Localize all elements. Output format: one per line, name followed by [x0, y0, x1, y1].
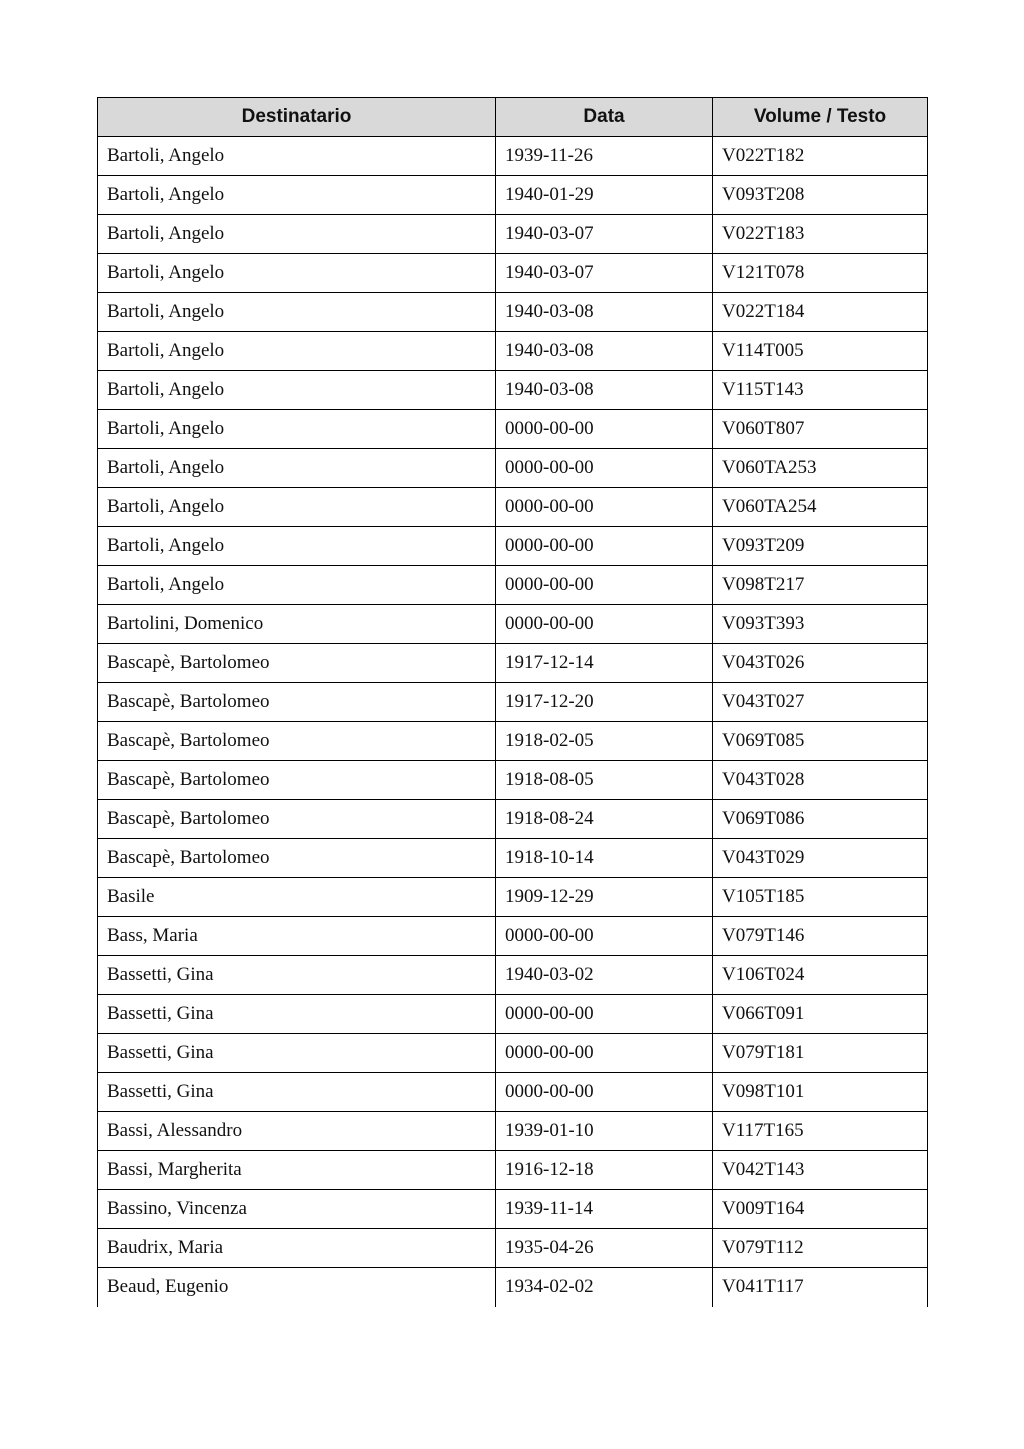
cell-date: 0000-00-00	[496, 917, 713, 956]
table-row	[98, 1112, 928, 1151]
cell-recipient: Beaud, Eugenio	[98, 1268, 496, 1307]
cell-date: 1939-11-26	[496, 137, 713, 176]
table-row	[98, 1268, 928, 1307]
header-date: Data	[496, 98, 713, 137]
cell-date: 1918-08-05	[496, 761, 713, 800]
cell-date: 1917-12-20	[496, 683, 713, 722]
cell-recipient: Bascapè, Bartolomeo	[98, 800, 496, 839]
cell-recipient: Bartoli, Angelo	[98, 566, 496, 605]
table-row	[98, 761, 928, 800]
cell-volume-text: V041T117	[713, 1268, 928, 1307]
table-row	[98, 839, 928, 878]
cell-date: 0000-00-00	[496, 605, 713, 644]
cell-date: 0000-00-00	[496, 1073, 713, 1112]
cell-volume-text: V079T146	[713, 917, 928, 956]
table-row	[98, 605, 928, 644]
cell-recipient: Bassi, Alessandro	[98, 1112, 496, 1151]
cell-date: 1940-03-08	[496, 371, 713, 410]
cell-date: 1940-03-07	[496, 215, 713, 254]
table-row	[98, 371, 928, 410]
cell-recipient: Bartoli, Angelo	[98, 410, 496, 449]
cell-recipient: Basile	[98, 878, 496, 917]
cell-recipient: Bass, Maria	[98, 917, 496, 956]
table-row	[98, 332, 928, 371]
cell-volume-text: V069T086	[713, 800, 928, 839]
cell-volume-text: V079T181	[713, 1034, 928, 1073]
cell-date: 0000-00-00	[496, 449, 713, 488]
table-row	[98, 956, 928, 995]
table-row	[98, 137, 928, 176]
cell-recipient: Bartoli, Angelo	[98, 449, 496, 488]
cell-volume-text: V115T143	[713, 371, 928, 410]
cell-volume-text: V043T029	[713, 839, 928, 878]
cell-volume-text: V105T185	[713, 878, 928, 917]
cell-volume-text: V060TA254	[713, 488, 928, 527]
cell-recipient: Bassetti, Gina	[98, 1073, 496, 1112]
cell-recipient: Bartoli, Angelo	[98, 332, 496, 371]
cell-volume-text: V043T027	[713, 683, 928, 722]
cell-recipient: Bascapè, Bartolomeo	[98, 761, 496, 800]
cell-volume-text: V079T112	[713, 1229, 928, 1268]
cell-volume-text: V066T091	[713, 995, 928, 1034]
cell-date: 0000-00-00	[496, 410, 713, 449]
cell-date: 1940-03-07	[496, 254, 713, 293]
cell-date: 1939-01-10	[496, 1112, 713, 1151]
cell-recipient: Bassetti, Gina	[98, 1034, 496, 1073]
cell-date: 0000-00-00	[496, 488, 713, 527]
cell-volume-text: V098T101	[713, 1073, 928, 1112]
cell-volume-text: V022T183	[713, 215, 928, 254]
cell-volume-text: V098T217	[713, 566, 928, 605]
cell-recipient: Bartoli, Angelo	[98, 215, 496, 254]
cell-date: 1934-02-02	[496, 1268, 713, 1307]
table-row	[98, 293, 928, 332]
table-row	[98, 917, 928, 956]
table-row	[98, 878, 928, 917]
table-row	[98, 800, 928, 839]
cell-volume-text: V060T807	[713, 410, 928, 449]
cell-date: 1918-10-14	[496, 839, 713, 878]
cell-volume-text: V117T165	[713, 1112, 928, 1151]
cell-date: 1939-11-14	[496, 1190, 713, 1229]
recipient-index-table	[97, 97, 928, 1307]
cell-volume-text: V043T026	[713, 644, 928, 683]
cell-recipient: Bascapè, Bartolomeo	[98, 683, 496, 722]
table-row	[98, 1190, 928, 1229]
cell-volume-text: V042T143	[713, 1151, 928, 1190]
cell-volume-text: V069T085	[713, 722, 928, 761]
cell-volume-text: V022T184	[713, 293, 928, 332]
header-volume-text: Volume / Testo	[713, 98, 928, 137]
table-row	[98, 1151, 928, 1190]
cell-volume-text: V106T024	[713, 956, 928, 995]
cell-recipient: Bartoli, Angelo	[98, 254, 496, 293]
cell-date: 0000-00-00	[496, 995, 713, 1034]
cell-recipient: Bartoli, Angelo	[98, 527, 496, 566]
cell-volume-text: V093T209	[713, 527, 928, 566]
table-row	[98, 254, 928, 293]
cell-date: 1918-02-05	[496, 722, 713, 761]
cell-volume-text: V043T028	[713, 761, 928, 800]
table-row	[98, 995, 928, 1034]
cell-volume-text: V060TA253	[713, 449, 928, 488]
cell-volume-text: V093T393	[713, 605, 928, 644]
cell-date: 0000-00-00	[496, 566, 713, 605]
cell-date: 1940-03-08	[496, 332, 713, 371]
table-row	[98, 644, 928, 683]
cell-recipient: Bascapè, Bartolomeo	[98, 722, 496, 761]
cell-recipient: Bassetti, Gina	[98, 956, 496, 995]
cell-date: 1918-08-24	[496, 800, 713, 839]
cell-date: 1940-03-08	[496, 293, 713, 332]
cell-date: 1935-04-26	[496, 1229, 713, 1268]
table-row	[98, 1073, 928, 1112]
cell-recipient: Bascapè, Bartolomeo	[98, 839, 496, 878]
cell-volume-text: V114T005	[713, 332, 928, 371]
cell-recipient: Bartoli, Angelo	[98, 176, 496, 215]
header-row	[98, 98, 928, 137]
cell-volume-text: V022T182	[713, 137, 928, 176]
cell-recipient: Bassi, Margherita	[98, 1151, 496, 1190]
table-row	[98, 488, 928, 527]
table-row	[98, 215, 928, 254]
table-row	[98, 683, 928, 722]
table-row	[98, 566, 928, 605]
cell-recipient: Baudrix, Maria	[98, 1229, 496, 1268]
table-body	[98, 137, 928, 1307]
table-row	[98, 449, 928, 488]
cell-date: 0000-00-00	[496, 527, 713, 566]
cell-date: 1917-12-14	[496, 644, 713, 683]
cell-recipient: Bartoli, Angelo	[98, 293, 496, 332]
cell-date: 1916-12-18	[496, 1151, 713, 1190]
cell-recipient: Bassino, Vincenza	[98, 1190, 496, 1229]
table-row	[98, 1034, 928, 1073]
table-row	[98, 410, 928, 449]
cell-recipient: Bartoli, Angelo	[98, 488, 496, 527]
cell-recipient: Bartoli, Angelo	[98, 137, 496, 176]
cell-recipient: Bartoli, Angelo	[98, 371, 496, 410]
cell-date: 1940-03-02	[496, 956, 713, 995]
header-recipient: Destinatario	[98, 98, 496, 137]
table-row	[98, 176, 928, 215]
cell-volume-text: V093T208	[713, 176, 928, 215]
cell-recipient: Bascapè, Bartolomeo	[98, 644, 496, 683]
cell-recipient: Bassetti, Gina	[98, 995, 496, 1034]
cell-date: 0000-00-00	[496, 1034, 713, 1073]
table-header	[98, 98, 928, 137]
table-row	[98, 722, 928, 761]
cell-volume-text: V121T078	[713, 254, 928, 293]
cell-date: 1940-01-29	[496, 176, 713, 215]
table-row	[98, 527, 928, 566]
cell-volume-text: V009T164	[713, 1190, 928, 1229]
cell-date: 1909-12-29	[496, 878, 713, 917]
table-row	[98, 1229, 928, 1268]
cell-recipient: Bartolini, Domenico	[98, 605, 496, 644]
